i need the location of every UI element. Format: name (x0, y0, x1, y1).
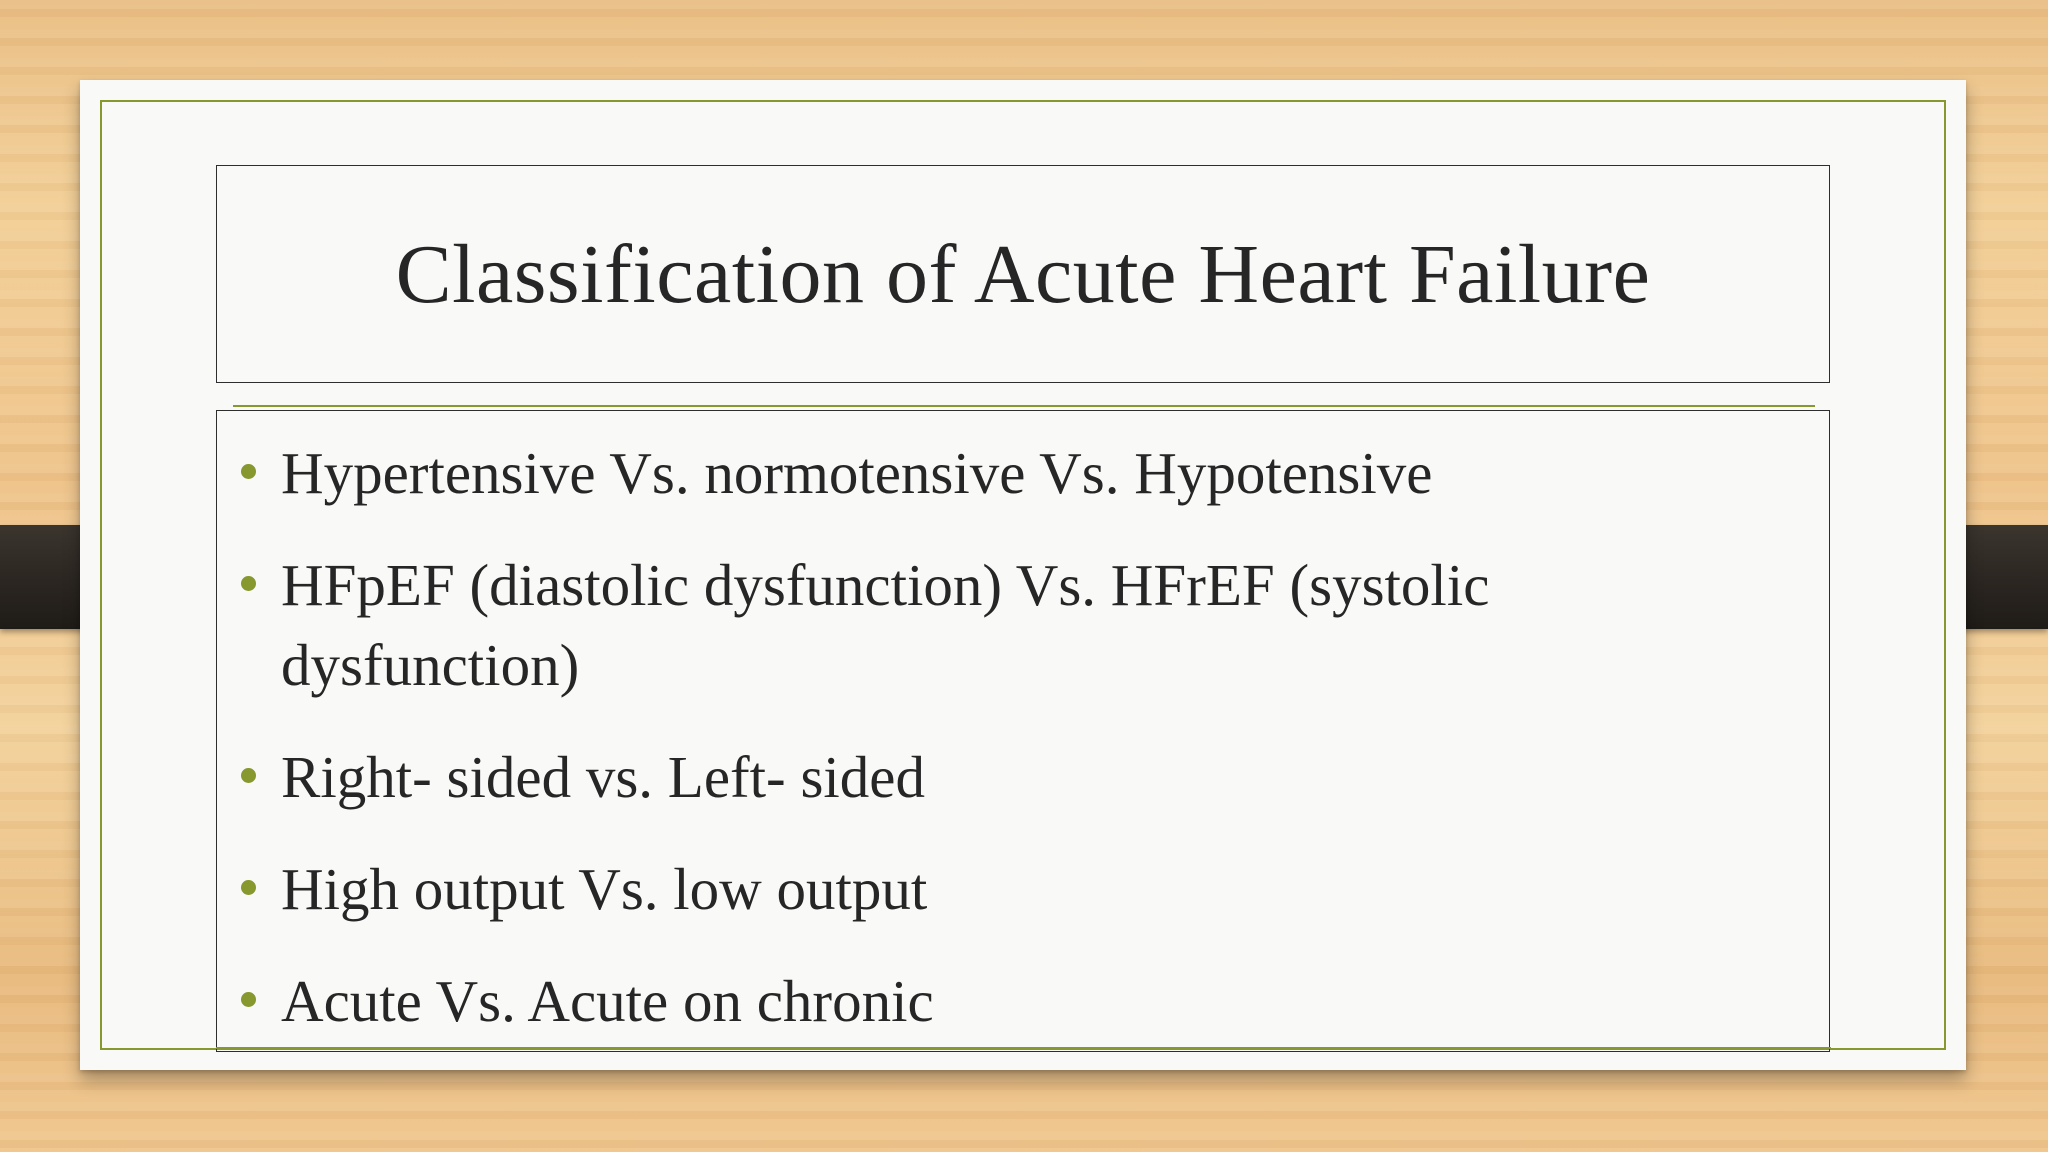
bullet-dot-icon (241, 880, 256, 895)
bullet-text: HFpEF (diastolic dysfunction) Vs. HFrEF (systolic dysfunction) (281, 552, 1490, 698)
content-bottom-divider (216, 1047, 1831, 1049)
content-placeholder[interactable] (216, 410, 1830, 1052)
bullet-dot-icon (241, 576, 256, 591)
bullet-dot-icon (241, 464, 256, 479)
bullet-item (217, 849, 1787, 929)
bullet-item (217, 433, 1787, 513)
bullet-dot-icon (241, 992, 256, 1007)
bullet-item (217, 961, 1787, 1041)
slide-title: Classification of Acute Heart Failure (395, 227, 1651, 321)
bullet-text: High output Vs. low output (281, 856, 928, 922)
title-placeholder[interactable] (216, 165, 1830, 383)
bullet-item (217, 737, 1787, 817)
bullet-text: Hypertensive Vs. normotensive Vs. Hypotensive (281, 440, 1433, 506)
bullet-text: Acute Vs. Acute on chronic (281, 968, 934, 1034)
bullet-item (217, 545, 1787, 705)
bullet-text: Right- sided vs. Left- sided (281, 744, 925, 810)
bullet-list (217, 433, 1787, 1073)
title-divider (233, 405, 1815, 407)
slide (80, 80, 1966, 1070)
bullet-dot-icon (241, 768, 256, 783)
